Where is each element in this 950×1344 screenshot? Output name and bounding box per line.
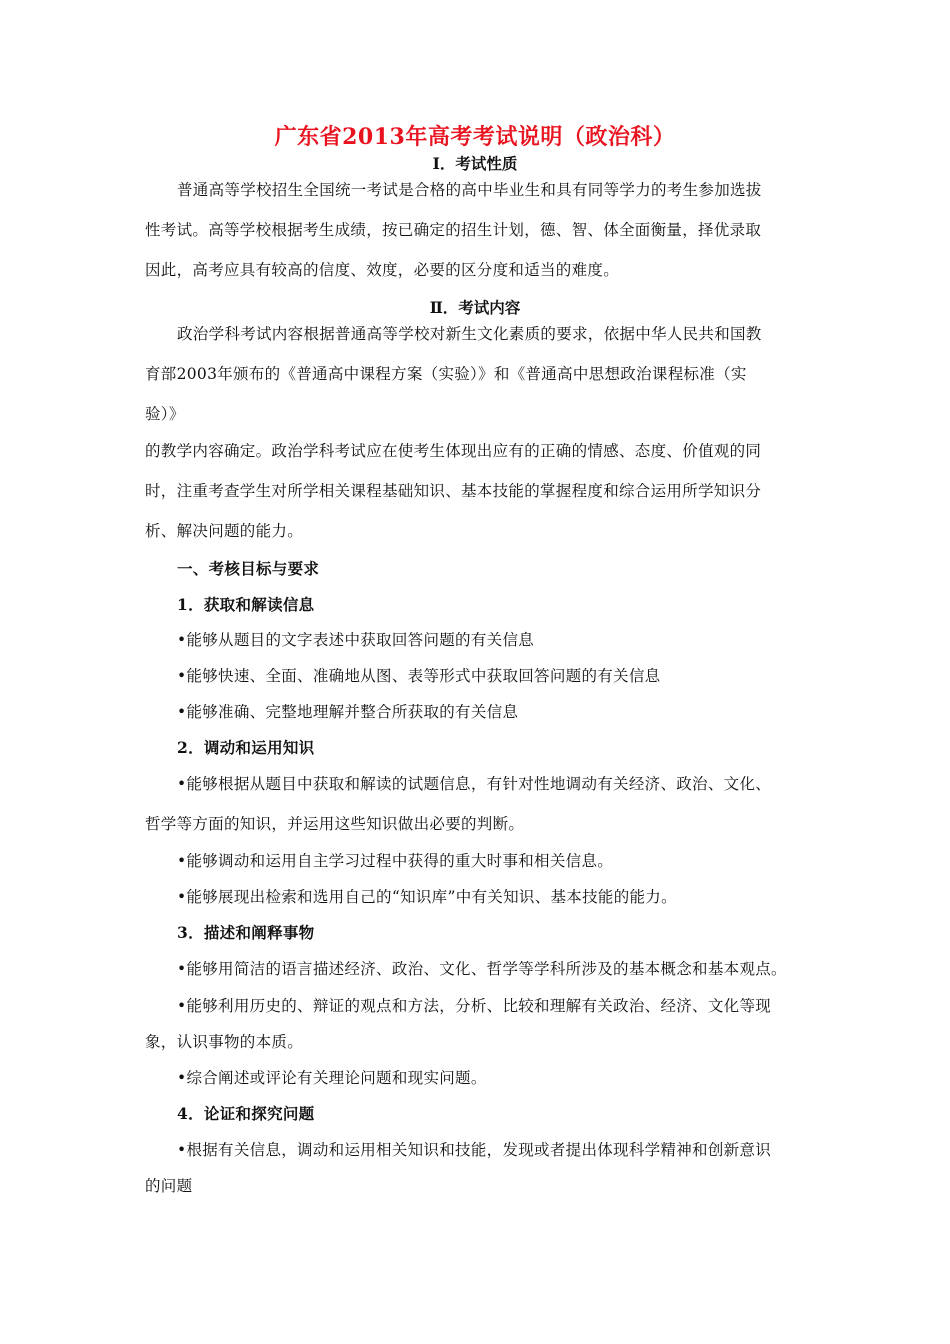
paragraph-line: 的教学内容确定。政治学科考试应在使考生体现出应有的正确的情感、态度、价值观的同	[145, 442, 762, 460]
section-heading-exam-nature: Ⅰ．考试性质	[432, 154, 518, 173]
list-item: •能够从题目的文字表述中获取回答问题的有关信息	[177, 631, 535, 649]
subheading-argue-explore: 4．论证和探究问题	[177, 1104, 315, 1123]
paragraph-line: 析、解决问题的能力。	[145, 522, 304, 540]
paragraph-line: 因此，高考应具有较高的信度、效度，必要的区分度和适当的难度。	[145, 261, 620, 279]
list-item: •能够用简洁的语言描述经济、政治、文化、哲学等学科所涉及的基本概念和基本观点。	[177, 960, 787, 978]
subheading-obtain-info: 1．获取和解读信息	[177, 595, 315, 614]
paragraph-line: 普通高等学校招生全国统一考试是合格的高中毕业生和具有同等学力的考生参加选拔	[177, 181, 762, 199]
paragraph-line: 时，注重考查学生对所学相关课程基础知识、基本技能的掌握程度和综合运用所学知识分	[145, 482, 762, 500]
list-item: •能够展现出检索和选用自己的“知识库”中有关知识、基本技能的能力。	[177, 888, 677, 906]
subheading-describe-explain: 3．描述和阐释事物	[177, 923, 315, 942]
list-item: •能够根据从题目中获取和解读的试题信息，有针对性地调动有关经济、政治、文化、	[177, 775, 772, 793]
section-heading-exam-content: Ⅱ．考试内容	[429, 298, 521, 317]
list-item: •能够快速、全面、准确地从图、表等形式中获取回答问题的有关信息	[177, 667, 661, 685]
paragraph-line: 政治学科考试内容根据普通高等学校对新生文化素质的要求，依据中华人民共和国教	[177, 325, 762, 343]
paragraph-line: 验）》	[145, 405, 185, 423]
list-item: •根据有关信息，调动和运用相关知识和技能，发现或者提出体现科学精神和创新意识	[177, 1141, 772, 1159]
list-item: •综合阐述或评论有关理论问题和现实问题。	[177, 1069, 487, 1087]
paragraph-line: 性考试。高等学校根据考生成绩，按已确定的招生计划，德、智、体全面衡量，择优录取	[145, 221, 762, 239]
list-item: •能够调动和运用自主学习过程中获得的重大时事和相关信息。	[177, 852, 614, 870]
list-item-continuation: 的问题	[145, 1177, 193, 1195]
list-item: •能够利用历史的、辩证的观点和方法，分析、比较和理解有关政治、经济、文化等现	[177, 997, 772, 1015]
list-item-continuation: 哲学等方面的知识，并运用这些知识做出必要的判断。	[145, 815, 525, 833]
subheading-apply-knowledge: 2．调动和运用知识	[177, 738, 315, 757]
list-item: •能够准确、完整地理解并整合所获取的有关信息	[177, 703, 519, 721]
document-title: 广东省2013年高考考试说明（政治科）	[274, 124, 676, 150]
paragraph-line: 育部2003年颁布的《普通高中课程方案（实验）》和《普通高中思想政治课程标准（实	[145, 365, 747, 383]
list-item-continuation: 象，认识事物的本质。	[145, 1033, 304, 1051]
goals-heading: 一、考核目标与要求	[177, 559, 320, 578]
